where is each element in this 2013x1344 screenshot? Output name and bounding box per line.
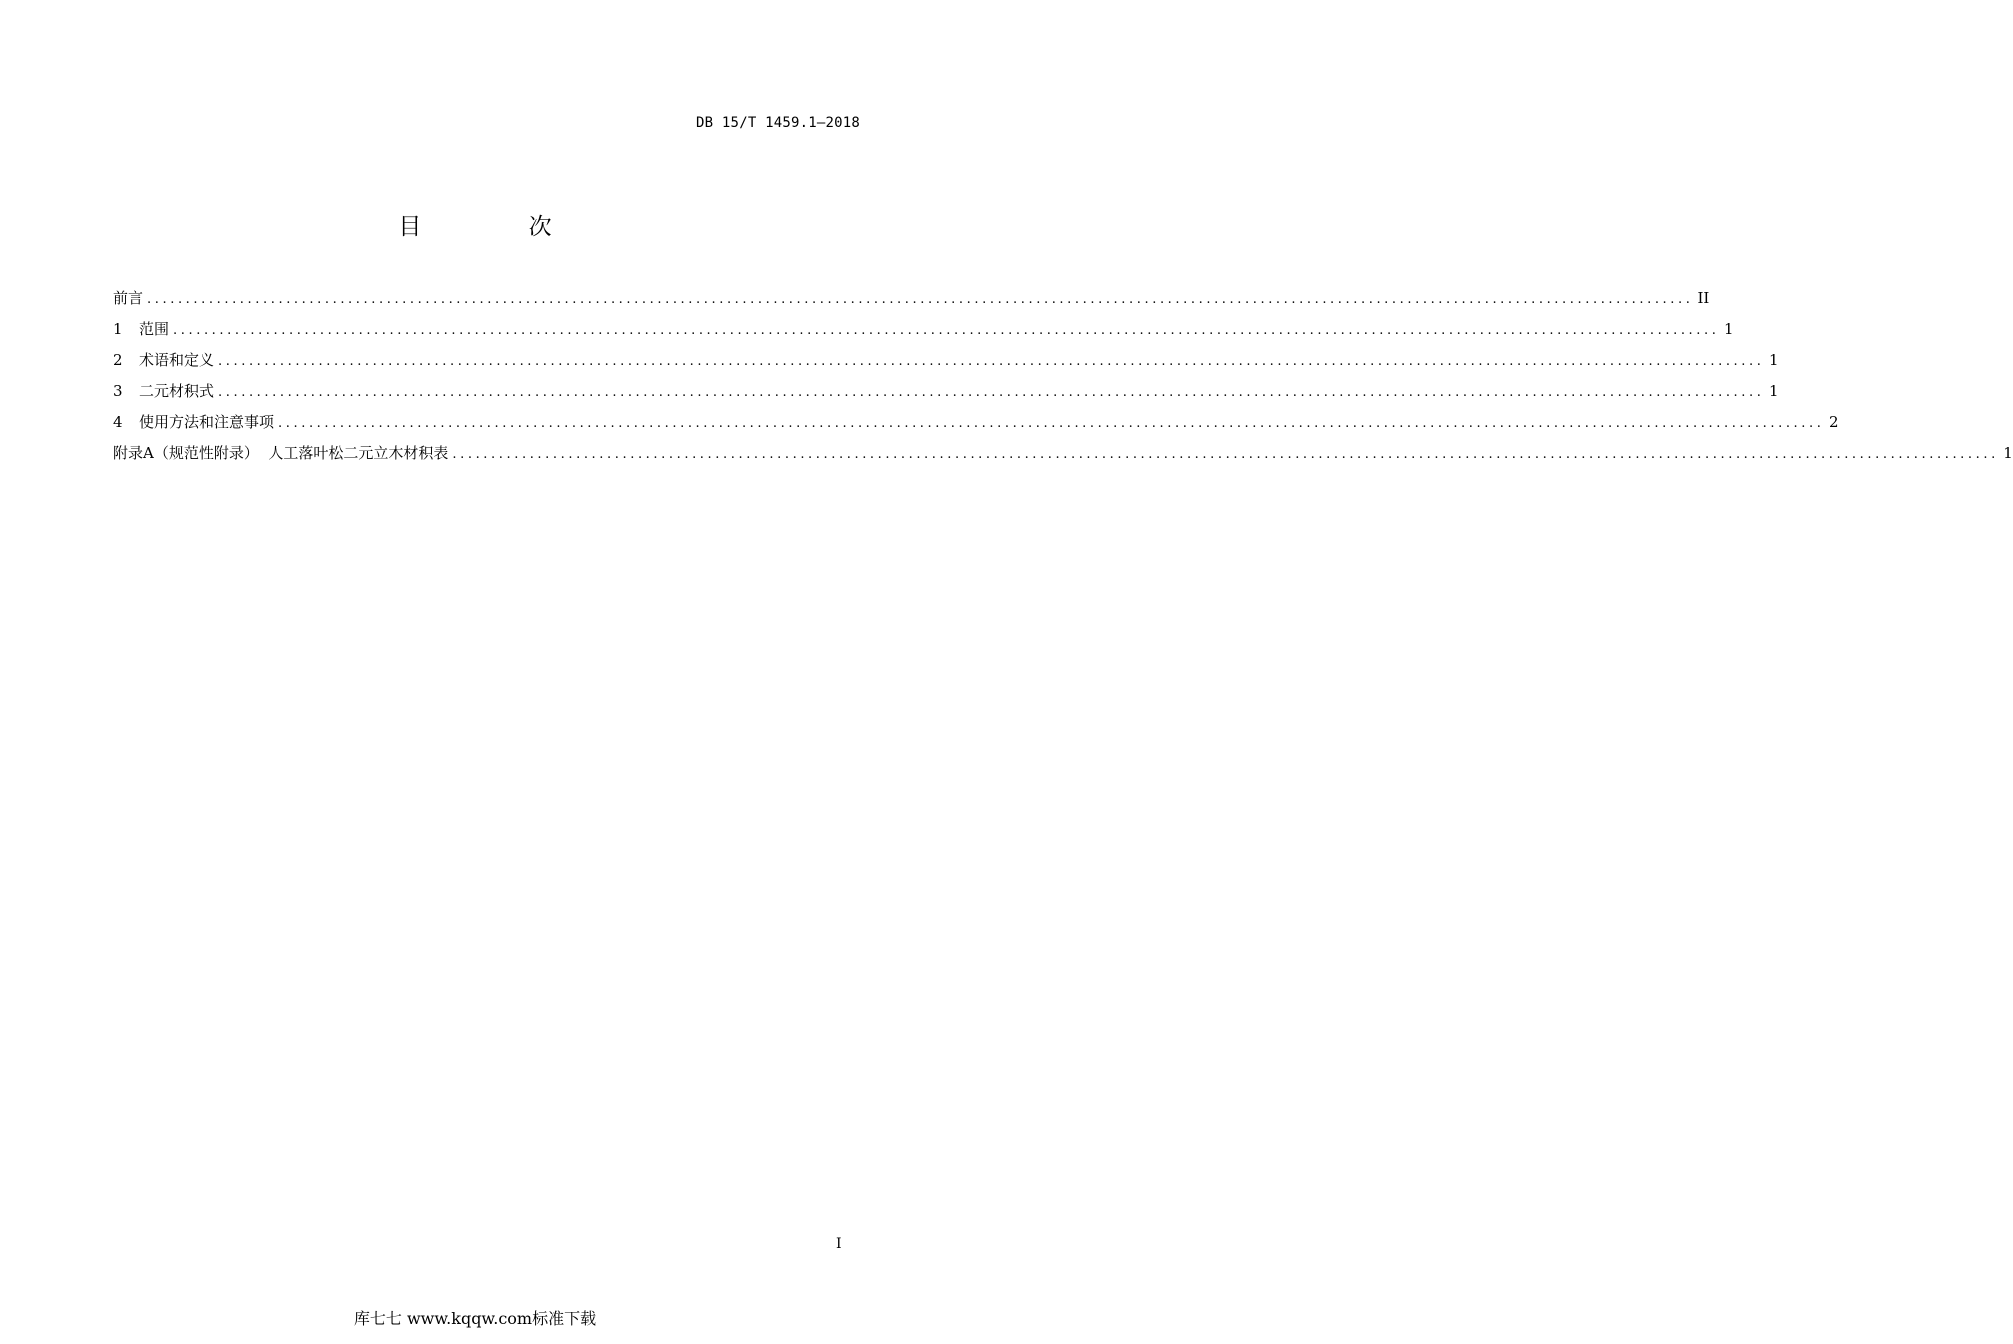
toc-entry-page: II xyxy=(1697,289,1710,307)
page-number: I xyxy=(836,1236,842,1252)
toc-entry-foreword[interactable] xyxy=(113,287,1710,318)
toc-entry-scope[interactable] xyxy=(113,318,1734,349)
toc-entry-number: 1 xyxy=(113,320,123,338)
toc-entry-formula[interactable] xyxy=(113,380,1779,411)
toc-dot-leader: ........................................................................................................................................................................................................ xyxy=(173,323,1720,338)
toc-dot-leader: ........................................................................................................................................................................................................ xyxy=(147,292,1694,307)
toc-entry-page: 2 xyxy=(1828,413,1839,431)
toc-entry-page: 1 xyxy=(1723,320,1734,338)
toc-dot-leader: ........................................................................................................................................................................................................ xyxy=(218,354,1765,369)
toc-dot-leader: ........................................................................................................................................................................................................ xyxy=(218,385,1765,400)
toc-entry-text: 使用方法和注意事项 xyxy=(139,413,275,431)
toc-entry-terms[interactable] xyxy=(113,349,1779,380)
toc-dot-leader: ........................................................................................................................................................................................................ xyxy=(452,447,1999,462)
document-code: DB 15/T 1459.1—2018 xyxy=(696,115,860,131)
toc-entry-text: 范围 xyxy=(139,320,170,338)
toc-entry-page: 1 xyxy=(2003,444,2013,462)
toc-entry-usage[interactable] xyxy=(113,411,1839,442)
toc-entry-appendix-a[interactable] xyxy=(113,442,2013,473)
toc-entry-text: 术语和定义 xyxy=(139,351,215,369)
toc-entry-page: 1 xyxy=(1768,351,1779,369)
toc-entry-text: 附录A（规范性附录） 人工落叶松二元立木材积表 xyxy=(113,444,449,462)
toc-entry-page: 1 xyxy=(1768,382,1779,400)
toc-entry-number: 4 xyxy=(113,413,123,431)
watermark-footer: 库七七 www.kqqw.com标准下载 xyxy=(353,1309,597,1328)
toc-entry-text: 前言 xyxy=(113,289,144,307)
toc-entry-number: 3 xyxy=(113,382,123,400)
toc-entry-number: 2 xyxy=(113,351,123,369)
toc-title: 目 次 xyxy=(398,214,602,240)
toc-entry-text: 二元材积式 xyxy=(139,382,215,400)
table-of-contents xyxy=(113,287,2013,473)
toc-dot-leader: ........................................................................................................................................................................................................ xyxy=(278,416,1825,431)
